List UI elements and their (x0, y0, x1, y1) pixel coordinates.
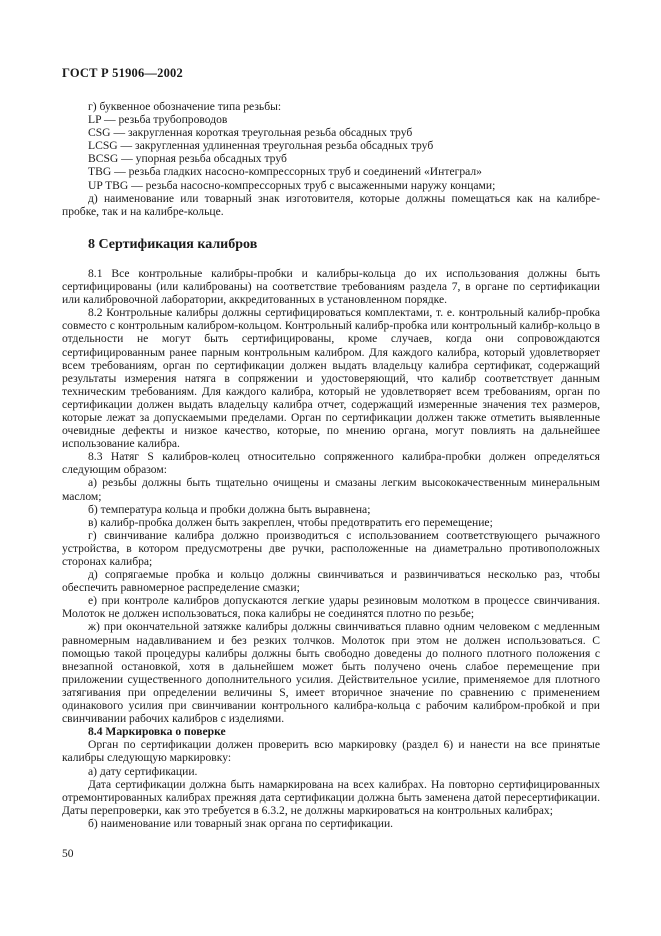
paragraph: 8.1 Все контрольные калибры-пробки и калибры-кольца до их использования должны быть сертифицированы (или калиброваны) на соответствие требованиям раздела 7, в органе по сертификации или калибровочной лаборатории, аккредитованных в установленном порядке. (62, 266, 600, 307)
list-item: ж) при окончательной затяжке калибры должны свинчиваться плавно одним человеком с медленным равномерным надавливанием и без резких толчков. Молоток при этом не должен использоваться. С помощью такой процедуры калибры должны быть свободно доведены до полного плотного положения с внезапной остановкой, хотя в дальнейшем может быть получено очень слабое перемещение при приложении существенного дополнительного усилия. Действительное усилие, применяемое для плотного затягивания при определении величины S, имеет вторичное значение по сравнению с применением одинакового усилия при свинчивании контрольного калибра-кольца с рабочим калибром-пробкой и при свинчивании рабочих калибров с изделиями. (62, 620, 600, 726)
list-item: TBG — резьба гладких насосно-компрессорных труб и соединений «Интеграл» (88, 165, 482, 179)
list-item: б) наименование или товарный знак органа по сертификации. (88, 816, 394, 830)
page-number: 50 (62, 848, 74, 860)
list-item: в) калибр-пробка должен быть закреплен, чтобы предотвратить его перемещение; (88, 515, 493, 529)
document-header: ГОСТ Р 51906—2002 (62, 66, 183, 80)
list-item: UP TBG — резьба насосно-компрессорных труб с высаженными наружу концами; (88, 178, 496, 192)
paragraph: 8.3 Натяг S калибров-колец относительно сопряженного калибра-пробки должен определяться следующим образом: (62, 450, 600, 477)
list-item: BCSG — упорная резьба обсадных труб (88, 152, 287, 166)
list-item: д) наименование или товарный знак изготовителя, которые должны помещаться как на калибре-пробке, так и на калибре-кольце. (62, 191, 600, 218)
list-item: LP — резьба трубопроводов (88, 113, 228, 127)
list-item: е) при контроле калибров допускаются легкие удары резиновым молотком в процессе свинчивания. Молоток не должен использоваться, пока калибры не соединятся плотно по резьбе; (62, 594, 600, 621)
document-body (62, 100, 600, 830)
list-item: б) температура кольца и пробки должна быть выравнена; (88, 502, 371, 516)
paragraph: 8.2 Контрольные калибры должны сертифицироваться комплектами, т. е. контрольный калибр-пробка совместо с контрольным калибром-кольцом. Контрольный калибр-пробка или контрольный калибр-кольцо в отдельности не могут быть сертифицированы, кроме случаев, когда они сопровождаются сертифицированным ранее парным контрольным калибром. Для каждого калибра, который удовлетворяет всем требованиям, орган по сертификации должен выдать владельцу калибра сертификат, содержащий результаты измерения натяга в сопряжении и удостоверяющий, что калибр соответствует данным техническим требованиям. Для каждого калибра, который не удовлетворяет всем требованиям, орган по сертификации должен выдать владельцу калибра отчет, содержащий измеренные значения тех размеров, которые лежат за допускаемыми пределами. Орган по сертификации должен также отметить выявленные очевидные дефекты и низкое качество, которые, по мнению органа, могут повлиять на дальнейшее использование калибра. (62, 306, 600, 451)
list-item: LCSG — закругленная удлиненная треугольная резьба обсадных труб (88, 139, 434, 153)
list-item: а) резьбы должны быть тщательно очищены и смазаны легким высококачественным минеральным маслом; (62, 476, 600, 503)
list-item: д) сопрягаемые пробка и кольцо должны свинчиваться и развинчиваться несколько раз, чтобы обеспечить равномерное распределение смазки; (62, 568, 600, 595)
list-item: CSG — закругленная короткая треугольная резьба обсадных труб (88, 126, 413, 140)
section-heading: 8 Сертификация калибров (88, 236, 258, 252)
subsection-heading: 8.4 Маркировка о поверке (88, 725, 226, 739)
list-item: г) свинчивание калибра должно производиться с использованием соответствующего рычажного устройства, в котором предусмотрены две ручки, расположенные на диаметрально противоположных сторонах калибра; (62, 528, 600, 568)
list-item: г) буквенное обозначение типа резьбы: (88, 100, 282, 113)
list-item: а) дату сертификации. (88, 764, 198, 778)
paragraph: Орган по сертификации должен проверить всю маркировку (раздел 6) и нанести на все принятые калибры следующую маркировку: (62, 738, 600, 765)
paragraph: Дата сертификации должна быть намаркирована на всех калибрах. На повторно сертифицированных отремонтированных калибрах прежняя дата сертификации должна быть заменена датой пересертификации. Даты перепроверки, как это требуется в 6.3.2, не должны маркироваться на контрольных калибрах; (62, 777, 600, 817)
